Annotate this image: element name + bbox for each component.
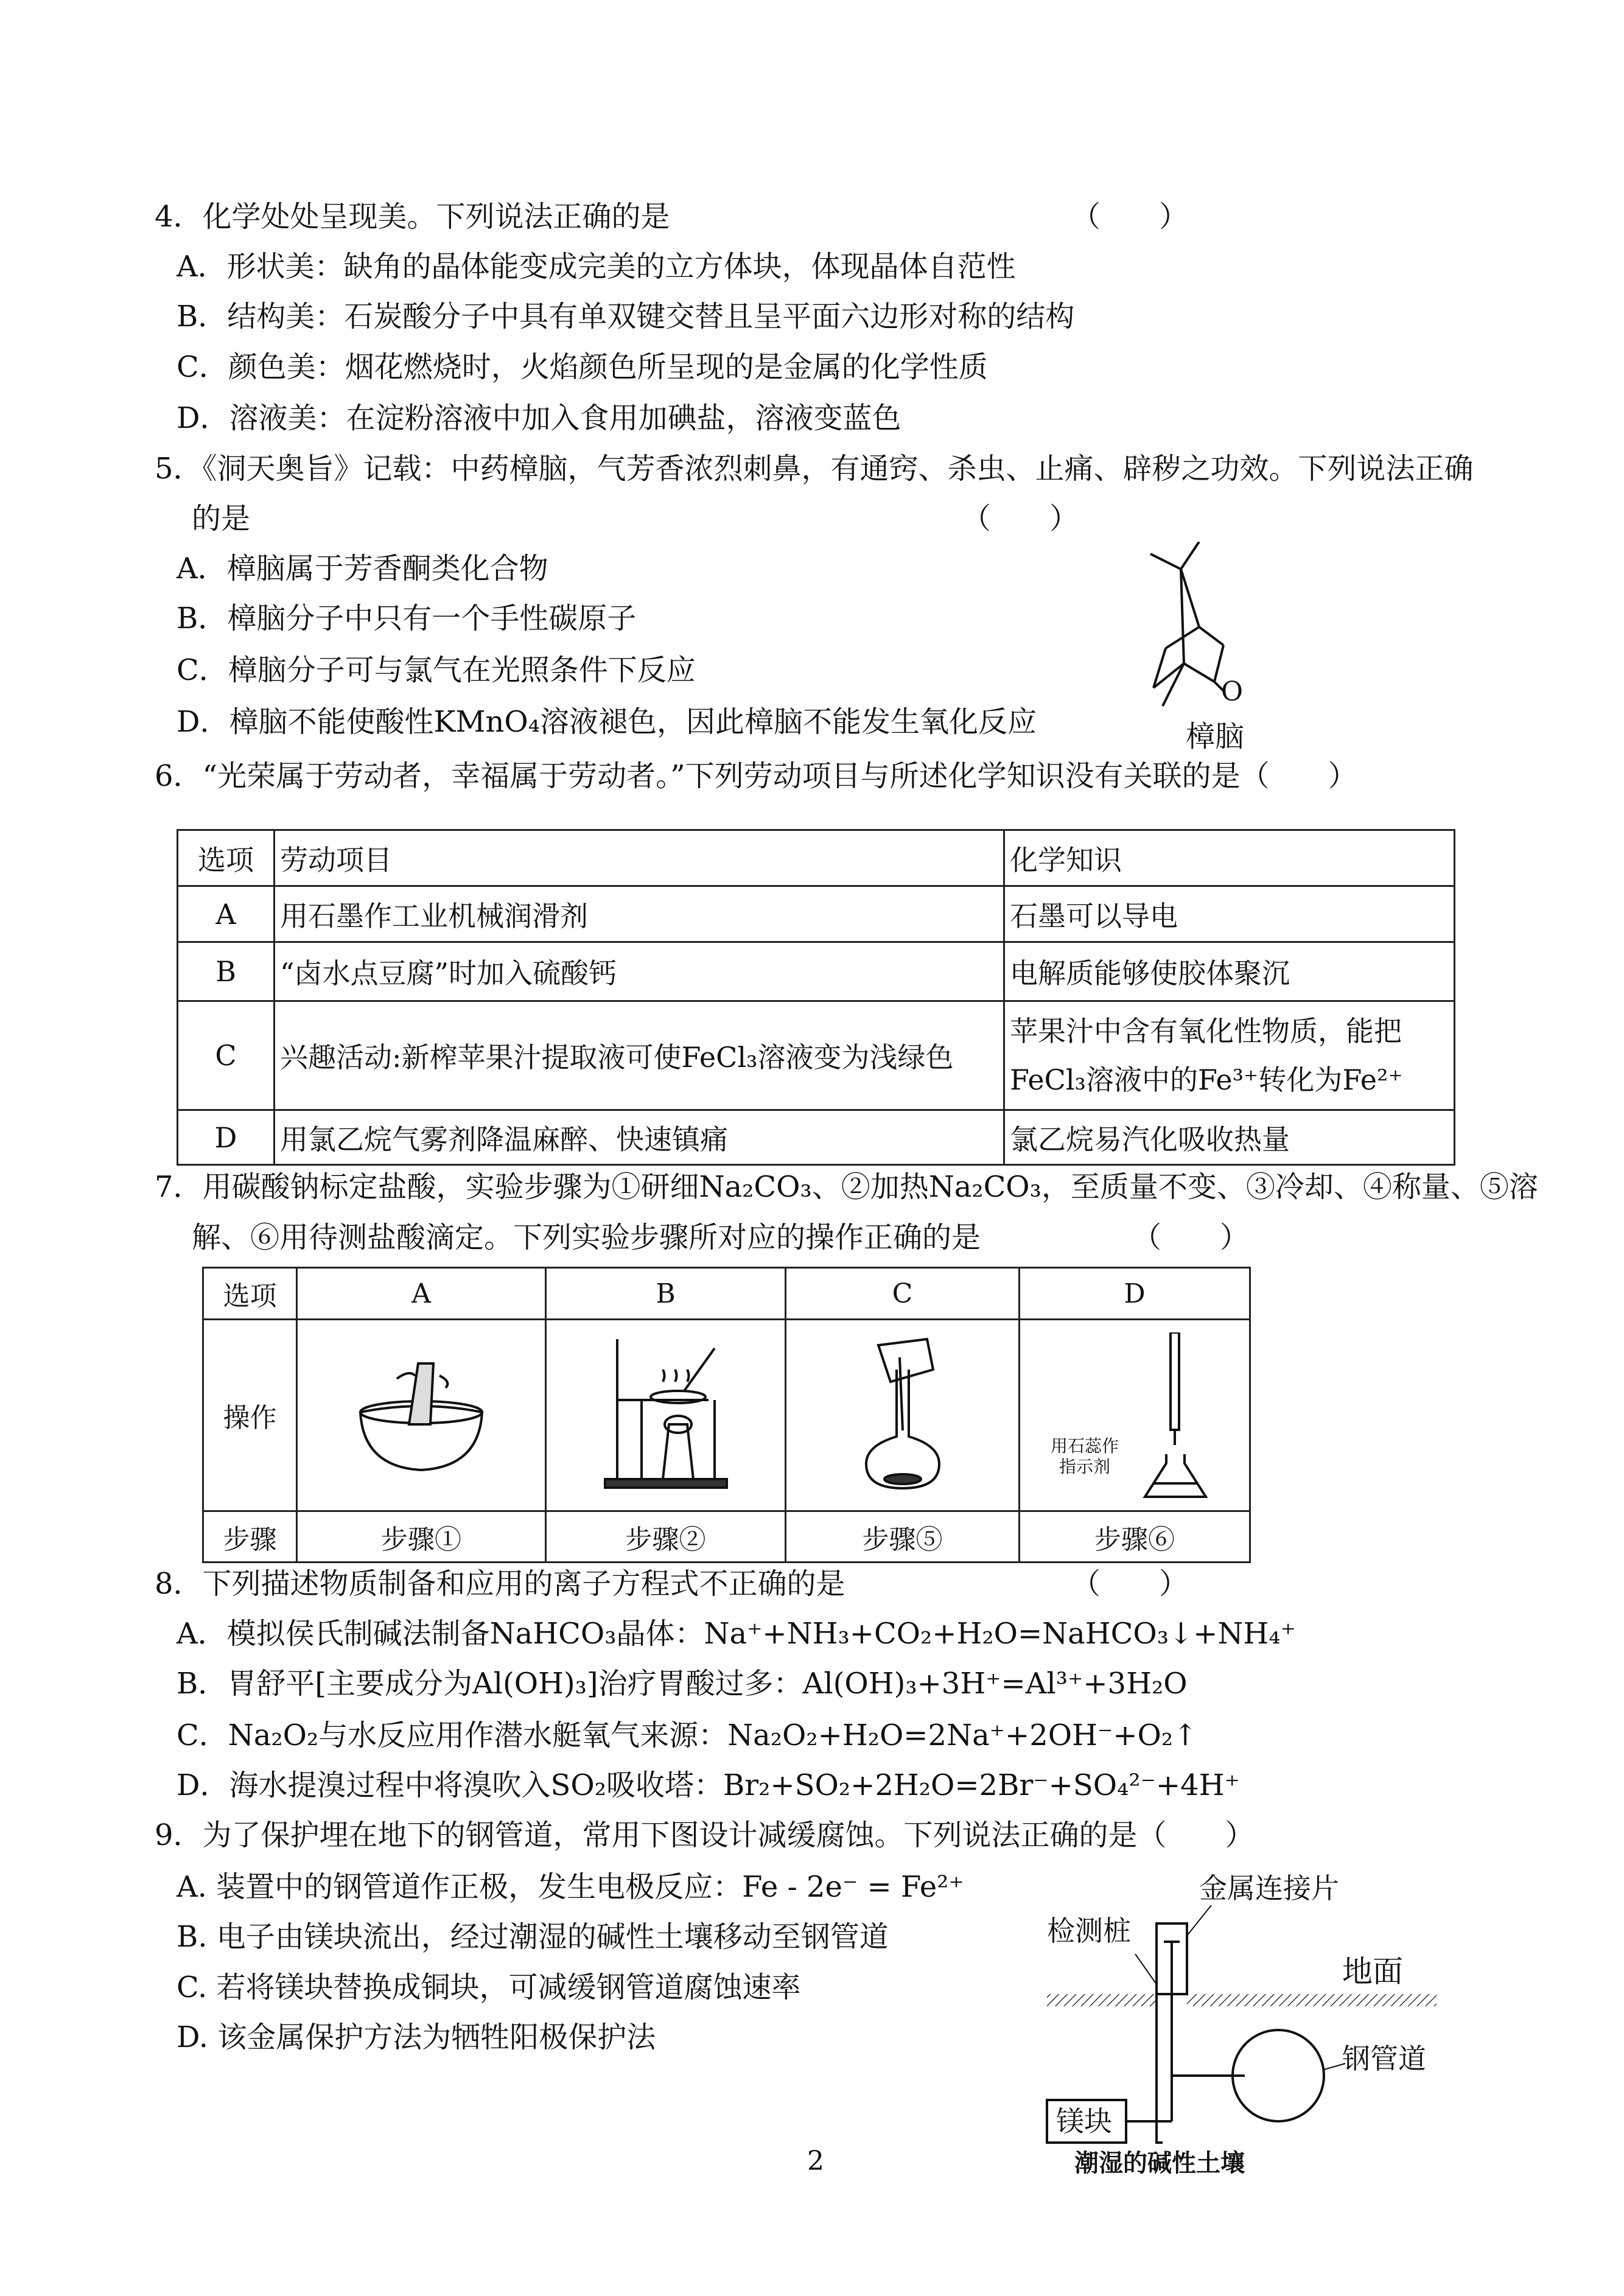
table-row (178, 1110, 1455, 1165)
q6-stem: 6．“光荣属于劳动者，幸福属于劳动者。”下列劳动项目与所述化学知识没有关联的是（ ） (155, 759, 1357, 793)
camphor-skeleton-icon (1138, 542, 1284, 718)
indicator-note-line2: 指示剂 (1059, 1457, 1111, 1477)
step-d: 步骤⑥ (1020, 1511, 1250, 1563)
q4-option-a: A．形状美：缺角的晶体能变成完美的立方体块，体现晶体自范性 (177, 250, 1016, 284)
q7-answer-paren: （ ） (1132, 1220, 1250, 1255)
heating-figure (546, 1320, 786, 1511)
header-option: 选项 (178, 830, 275, 886)
q5-option-b: B．樟脑分子中只有一个手性碳原子 (177, 601, 637, 635)
burette-flask-icon (1133, 1332, 1218, 1503)
table-header-row (178, 830, 1455, 886)
label-operation: 操作 (203, 1320, 297, 1511)
mortar-figure (297, 1320, 546, 1511)
row-option: C (178, 1001, 275, 1110)
q8-option-c: C．Na₂O₂与水反应用作潜水艇氧气来源：Na₂O₂+H₂O=2Na⁺+2OH⁻+O₂↑ (177, 1718, 1198, 1752)
operation-row (203, 1320, 1250, 1511)
q5-stem-cont: 的是 (192, 502, 251, 536)
q8-option-d: D．海水提溴过程中将溴吹入SO₂吸收塔：Br₂+SO₂+2H₂O=2Br⁻+SO₄²⁻+4H⁺ (177, 1768, 1240, 1802)
row-knowledge: 氯乙烷易汽化吸收热量 (1004, 1110, 1455, 1165)
dissolving-figure (786, 1320, 1020, 1511)
label-option: 选项 (203, 1268, 297, 1320)
row-task: 用石墨作工业机械润滑剂 (275, 886, 1004, 942)
q7-table (202, 1267, 1251, 1563)
row-knowledge (1004, 1001, 1455, 1110)
header-knowledge: 化学知识 (1004, 830, 1455, 886)
row-option: A (178, 886, 275, 942)
step-row (203, 1511, 1250, 1563)
step-a: 步骤① (297, 1511, 546, 1563)
table-row (178, 1001, 1455, 1110)
post-label: 检测桩 (1047, 1914, 1131, 1947)
camphor-label: 樟脑 (1186, 719, 1245, 754)
page-number: 2 (807, 2146, 824, 2177)
q4-stem: 4．化学处处呈现美。下列说法正确的是 (155, 200, 670, 234)
q8-option-b: B．胃舒平[主要成分为Al(OH)₃]治疗胃酸过多：Al(OH)₃+3H⁺=Al³⁺+3H₂O (177, 1667, 1188, 1701)
q5-option-a: A．樟脑属于芳香酮类化合物 (177, 551, 548, 586)
col-option-d: D (1020, 1268, 1250, 1320)
row-knowledge-line2: FeCl₃溶液中的Fe³⁺转化为Fe²⁺ (1010, 1063, 1403, 1096)
q9-option-c: C. 若将镁块替换成铜块，可减缓钢管道腐蚀速率 (177, 1970, 801, 2004)
volumetric-flask-icon (842, 1333, 964, 1491)
row-knowledge-line1: 苹果汁中含有氧化性物质，能把 (1010, 1015, 1402, 1048)
row-option: B (178, 942, 275, 1001)
table-row (178, 886, 1455, 942)
q5-stem: 5．《洞天奥旨》记载：中药樟脑，气芳香浓烈刺鼻，有通窍、杀虫、止痛、辟秽之功效。下列说法正确 (155, 452, 1474, 486)
q8-option-a: A．模拟侯氏制碱法制备NaHCO₃晶体：Na⁺+NH₃+CO₂+H₂O=NaHCO₃↓+NH₄⁺ (177, 1617, 1296, 1651)
titration-figure (1020, 1320, 1250, 1511)
q5-option-c: C．樟脑分子可与氯气在光照条件下反应 (177, 653, 696, 687)
soil-label: 潮湿的碱性土壤 (1074, 2149, 1245, 2177)
pipeline-protection-diagram (1035, 1863, 1449, 2179)
row-option: D (178, 1110, 275, 1165)
q9-option-a: A. 装置中的钢管道作正极，发生电极反应：Fe - 2e⁻ = Fe²⁺ (177, 1870, 964, 1904)
row-task: 兴趣活动:新榨苹果汁提取液可使FeCl₃溶液变为浅绿色 (275, 1001, 1004, 1110)
label-step: 步骤 (203, 1511, 297, 1563)
mortar-pestle-icon (348, 1345, 494, 1479)
q4-option-c: C．颜色美：烟花燃烧时，火焰颜色所呈现的是金属的化学性质 (177, 350, 988, 384)
evaporating-dish-burner-icon (593, 1333, 739, 1491)
q5-answer-paren: （ ） (962, 502, 1079, 536)
q4-option-b: B．结构美：石炭酸分子中具有单双键交替且呈平面六边形对称的结构 (177, 299, 1075, 334)
q8-stem: 8．下列描述物质制备和应用的离子方程式不正确的是 (155, 1567, 845, 1601)
step-c: 步骤⑤ (786, 1511, 1020, 1563)
q9-option-d: D. 该金属保护方法为牺牲阳极保护法 (177, 2020, 656, 2054)
q7-stem-cont: 解、⑥用待测盐酸滴定。下列实验步骤所对应的操作正确的是 (192, 1220, 981, 1255)
connector-label: 金属连接片 (1199, 1872, 1339, 1905)
q8-answer-paren: （ ） (1071, 1567, 1189, 1601)
q7-stem: 7．用碳酸钠标定盐酸，实验步骤为①研细Na₂CO₃、②加热Na₂CO₃，至质量不变、③冷却、④称量、⑤溶 (155, 1170, 1538, 1204)
q5-option-d: D．樟脑不能使酸性KMnO₄溶液褪色，因此樟脑不能发生氧化反应 (177, 705, 1037, 739)
pipe-label: 钢管道 (1342, 2042, 1426, 2075)
camphor-oxygen-label: O (1221, 676, 1244, 707)
header-task: 劳动项目 (275, 830, 1004, 886)
indicator-note-line1: 用石蕊作 (1051, 1436, 1119, 1456)
q6-table (177, 829, 1455, 1166)
row-knowledge: 电解质能够使胶体聚沉 (1004, 942, 1455, 1001)
col-option-b: B (546, 1268, 786, 1320)
col-option-c: C (786, 1268, 1020, 1320)
camphor-structure (1138, 542, 1284, 718)
q9-stem: 9．为了保护埋在地下的钢管道，常用下图设计减缓腐蚀。下列说法正确的是（ ） (155, 1818, 1255, 1852)
step-b: 步骤② (546, 1511, 786, 1563)
table-header-row (203, 1268, 1250, 1320)
q4-option-d: D．溶液美：在淀粉溶液中加入食用加碘盐，溶液变蓝色 (177, 401, 901, 435)
block-label: 镁块 (1056, 2105, 1112, 2138)
q9-option-b: B. 电子由镁块流出，经过潮湿的碱性土壤移动至钢管道 (177, 1920, 889, 1954)
row-knowledge: 石墨可以导电 (1004, 886, 1455, 942)
row-task: 用氯乙烷气雾剂降温麻醉、快速镇痛 (275, 1110, 1004, 1165)
row-task: “卤水点豆腐”时加入硫酸钙 (275, 942, 1004, 1001)
col-option-a: A (297, 1268, 546, 1320)
ground-label: 地面 (1342, 1954, 1403, 1989)
table-row (178, 942, 1455, 1001)
q4-answer-paren: （ ） (1071, 200, 1189, 234)
indicator-note (1051, 1436, 1119, 1477)
